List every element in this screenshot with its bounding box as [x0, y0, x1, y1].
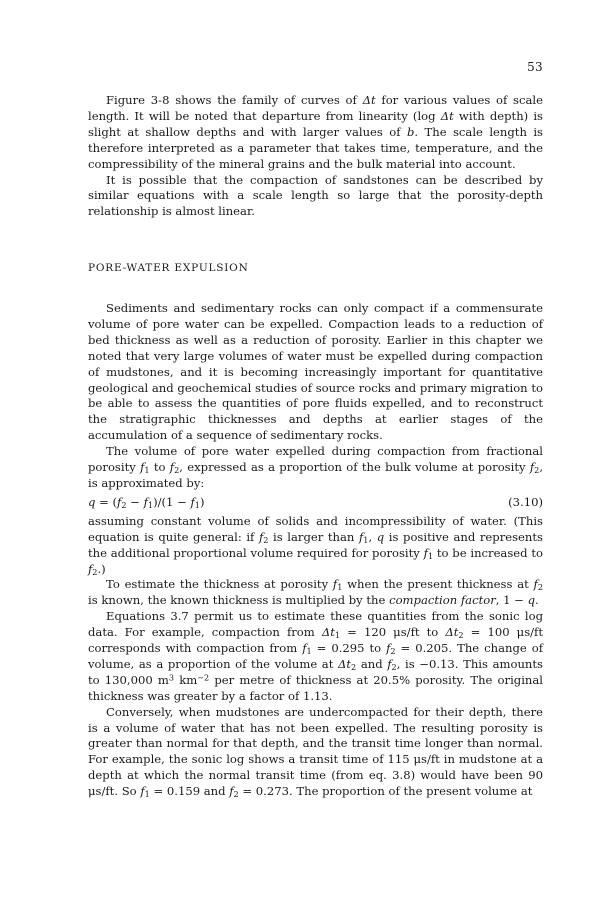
equation-expression: $q = (f_2 - f_1)/(1 - f_1)$	[88, 494, 205, 510]
equation-3-10	[88, 495, 543, 511]
paragraph-sonic-example: Equations 3.7 permit us to estimate these quantities from the sonic log data. For example, compaction from $\Delta t_1 = 120$ μs/ft to $\Delta t_2 = 100$ μs/ft corresponds with compaction from $f_1 = 0.295$ to $f_2 = 0.205$. The change of volume, as a proportion of the volume at $\Delta t_2$ and $f_2$, is −0.13. This amounts to 130,000 $m^3$ $km^{-2}$ per metre of thickness at 20.5% porosity. The original thickness was greater by a factor of 1.13.	[88, 609, 544, 703]
paragraph-sandstones: It is possible that the compaction of sandstones can be described by similar equations with a scale length so large that the porosity-depth relationship is almost linear.	[88, 172, 543, 219]
paragraph-scale-length: Figure 3-8 shows the family of curves of Δt for various values of scale length. It will be noted that departure from linearity (log Δt with depth) is slight at shallow depths and with larger values of b. The scale length is therefore interpreted as a parameter that takes time, temperature, and the compressibility of the mineral grains and the bulk material into account.	[88, 93, 543, 171]
paragraph-volume-expelled: The volume of pore water expelled during compaction from fractional porosity $f_1$ to $f_2$, expressed as a proportion of the bulk volume at porosity $f_2$, is approximated by:	[88, 444, 543, 490]
paragraph-assumptions: assuming constant volume of solids and incompressibility of water. (This equation is quite general: if $f_2$ is larger than $f_1$, q is positive and represents the additional proportional volume required for porosity $f_1$ to be increased to $f_2$.)	[88, 513, 543, 577]
text-block-lower	[88, 301, 543, 800]
compaction-factor-term: compaction factor	[389, 593, 496, 608]
equation-number: (3.10)	[508, 494, 543, 509]
paragraph-pore-water-intro: Sediments and sedimentary rocks can only compact if a commensurate volume of pore water can be expelled. Compaction leads to a reduction of bed thickness as well as a reduction of porosity. Earlier in this chapter we noted that very large volumes of water must be expelled during compaction of mudstones, and it is becoming increasingly important for quantitative geological and geochemical studies of source rocks and primary migration to be able to assess the quantities of pore fluids expelled, and to reconstruct the stratigraphic thicknesses and depths at earlier stages of the accumulation of a sequence of sedimentary rocks.	[88, 301, 543, 443]
paragraph-undercompacted: Conversely, when mudstones are undercompacted for their depth, there is a volume of water that has not been expelled. The resulting porosity is greater than normal for that depth, and the transit time longer than normal. For example, the sonic log shows a transit time of 115 μs/ft in mudstone at a depth at which the normal transit time (from eq. 3.8) would have been 90 μs/ft. So $f_1 = 0.159$ and $f_2 = 0.273$. The proportion of the present volume at	[88, 704, 543, 800]
paragraph-compaction-factor: To estimate the thickness at porosity $f_1$ when the present thickness at $f_2$ is known, the known thickness is multiplied by the compaction factor, 1 − q.	[88, 577, 543, 608]
text-block-upper	[88, 93, 543, 220]
page-number: 53	[527, 60, 543, 74]
section-heading: PORE-WATER EXPULSION	[88, 262, 249, 274]
